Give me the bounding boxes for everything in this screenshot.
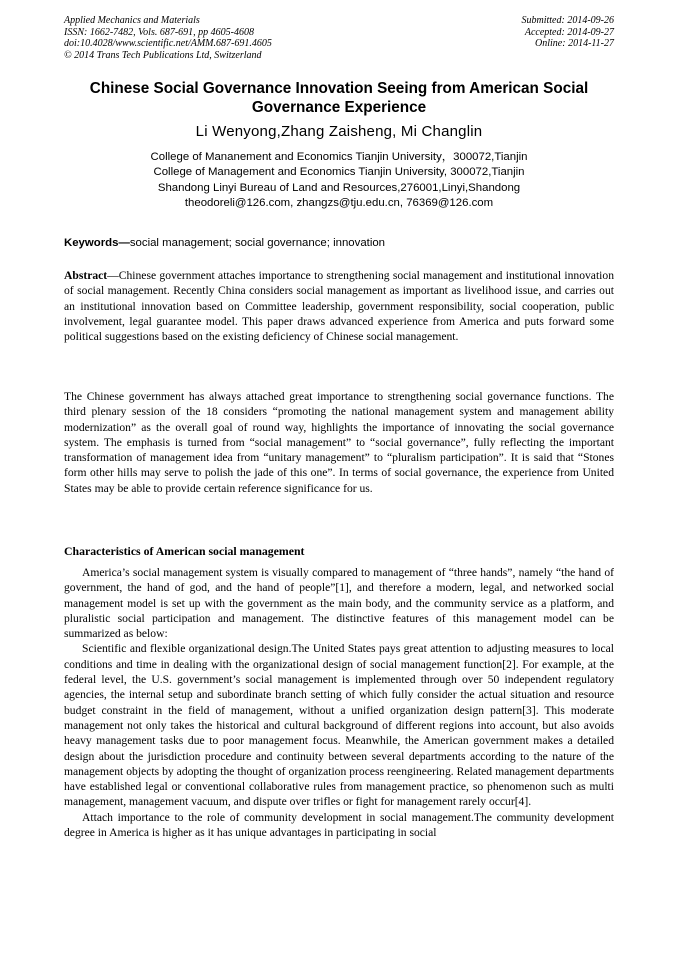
abstract-text: —Chinese government attaches importance to strengthening social management and institutional innovation of social management. Recently China considers social management as important as livelihood issue, and carries out an institutional innovation based on Committee leadership, government responsibility, social cooperation, public involvement, legal guarantee model. This paper draws advanced experience from America and puts forward some political suggestions based on the existing deficiency of Chinese social management. — [64, 269, 614, 344]
journal-info — [64, 15, 272, 61]
online-date: Online: 2014-11-27 — [535, 38, 614, 50]
submitted-date: Submitted: 2014-09-26 — [521, 15, 614, 26]
keywords-label: Keywords— — [64, 237, 130, 249]
affiliations — [64, 150, 614, 212]
issn-line: ISSN: 1662-7482, Vols. 687-691, pp 4605-4608 — [64, 26, 254, 38]
publication-dates — [522, 15, 615, 50]
intro-paragraph: The Chinese government has always attached great importance to strengthening social governance functions. The third plenary session of the 18 considers “promoting the national management system and management ability modernization” as the overall goal of round way, highlights the importance of innovating the social governance system. The emphasis is turned from “social management” to “social governance”, fully reflecting the important transformation of management idea from “unitary management” to “pluralism participation”. It is said that “Stones form other hills may serve to polish the jade of this one”. In terms of social governance, the experience from United States may be able to provide certain reference significance for us. — [64, 390, 614, 495]
author-list: Li Wenyong,Zhang Zaisheng, Mi Changlin — [195, 123, 483, 140]
affiliation-line: Shandong Linyi Bureau of Land and Resources,276001,Linyi,Shandong — [157, 181, 521, 194]
affiliation-line: College of Management and Economics Tianjin University, 300072,Tianjin — [153, 166, 525, 179]
body-paragraph: Scientific and flexible organizational design.The United States pays great attention to adjusting measures to local conditions and time in dealing with the organizational design of social management function[2]. For example, at the federal level, the U.S. government’s social management is implemented through over 50 independent regulatory agencies, the internal setup and subordinate branch setting of which fully consider the actual situation and resource budget constraint in the field of management, without a unified organization design pattern[3]. This moderate management not only takes the historical and cultural background of different regions into account, but also avoids heavy management tasks due to poor management focus. Meanwhile, the American government makes a detailed design about the jurisdiction procedure and continuity between several departments according to the nature of the management objects by adopting the thought of organization process reengineering. Related management departments have established legal or conventional collaborative rules from management practice, so phenomenon such as multi management, management vacuum, and dispute over trifles or fight for management rarely occur[4]. — [64, 642, 614, 809]
body-paragraph: Attach importance to the role of community development in social management.The community development degree in America is higher as it has unique advantages in participating in social — [64, 810, 614, 840]
affiliation-line: College of Mananement and Economics Tianjin University，300072,Tianjin — [150, 151, 528, 163]
accepted-date: Accepted: 2014-09-27 — [524, 26, 614, 38]
keywords-text: social management; social governance; innovation — [129, 237, 386, 249]
keywords — [64, 236, 614, 251]
body-paragraph: America’s social management system is visually compared to management of “three hands”, namely “the hand of government, the hand of god, and the hand of people”[1], and therefore a modern, legal, and networked social management model is set up with the government as the main body, and the community service as a platform, and pluralistic social participation and management. The distinctive features of this management model can be summarized as below: — [64, 566, 614, 641]
section-heading: Characteristics of American social management — [64, 544, 305, 558]
paper-title: Chinese Social Governance Innovation Seeing from American Social Governance Experience — [89, 80, 589, 116]
abstract — [64, 268, 614, 344]
section-body — [64, 565, 614, 840]
author-emails: theodoreli@126.com, zhangzs@tju.edu.cn, 76369@126.com — [184, 197, 494, 210]
journal-name: Applied Mechanics and Materials — [64, 15, 200, 26]
abstract-label: Abstract — [64, 269, 108, 282]
doi-line: doi:10.4028/www.scientific.net/AMM.687-691.4605 — [64, 38, 272, 50]
copyright-line: © 2014 Trans Tech Publications Ltd, Switzerland — [64, 49, 262, 61]
